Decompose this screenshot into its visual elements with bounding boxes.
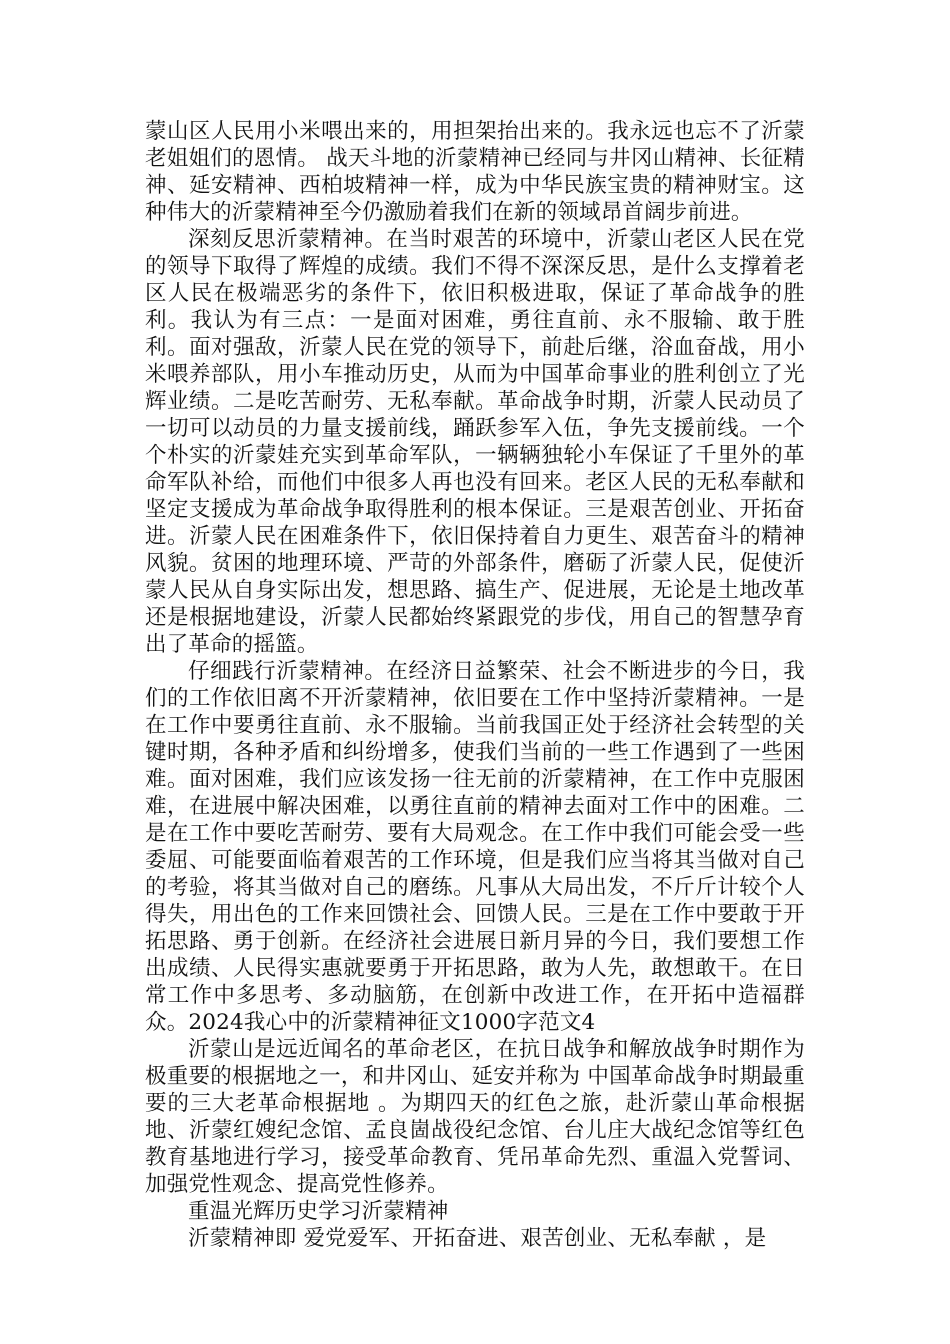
paragraph-4: 沂蒙山是远近闻名的革命老区，在抗日战争和解放战争时期作为极重要的根据地之一，和井冈山、延安并称为 中国革命战争时期最重要的三大老革命根据地 。为期四天的红色之旅，赴沂蒙山革命根据地、沂蒙红嫂纪念馆、孟良崮战役纪念馆、台儿庄大战纪念馆等红色教育基地进行学习，接受革命教育、凭吊革命先烈、重温入党誓词、加强党性观念、提高党性修养。 <box>145 1037 805 1197</box>
paragraph-2: 深刻反思沂蒙精神。在当时艰苦的环境中，沂蒙山老区人民在党的领导下取得了辉煌的成绩。我们不得不深深反思，是什么支撑着老区人民在极端恶劣的条件下，依旧积极进取，保证了革命战争的胜利。我认为有三点：一是面对困难，勇往直前、永不服输、敢于胜利。面对强敌，沂蒙人民在党的领导下，前赴后继，浴血奋战，用小米喂养部队，用小车推动历史，从而为中国革命事业的胜利创立了光辉业绩。二是吃苦耐劳、无私奉献。革命战争时期，沂蒙人民动员了一切可以动员的力量支援前线，踊跃参军入伍，争先支援前线。一个个朴实的沂蒙娃充实到革命军队，一辆辆独轮小车保证了千里外的革命军队补给，而他们中很多人再也没有回来。老区人民的无私奉献和坚定支援成为革命战争取得胜利的根本保证。三是艰苦创业、开拓奋进。沂蒙人民在困难条件下，依旧保持着自力更生、艰苦奋斗的精神风貌。贫困的地理环境、严苛的外部条件，磨砺了沂蒙人民，促使沂蒙人民从自身实际出发，想思路、搞生产、促进展，无论是土地改革还是根据地建设，沂蒙人民都始终紧跟党的步伐，用自己的智慧孕育出了革命的摇篮。 <box>145 227 805 657</box>
section-heading: 重温光辉历史学习沂蒙精神 <box>188 1199 449 1224</box>
paragraph-5: 沂蒙精神即 爱党爱军、开拓奋进、艰苦创业、无私奉献 ，是 <box>188 1226 767 1251</box>
paragraph-3: 仔细践行沂蒙精神。在经济日益繁荣、社会不断进步的今日，我们的工作依旧离不开沂蒙精神，依旧要在工作中坚持沂蒙精神。一是在工作中要勇往直前、永不服输。当前我国正处于经济社会转型的关键时期，各种矛盾和纠纷增多，使我们当前的一些工作遇到了一些困难。面对困难，我们应该发扬一往无前的沂蒙精神，在工作中克服困难，在进展中解决困难，以勇往直前的精神去面对工作中的困难。二是在工作中要吃苦耐劳、要有大局观念。在工作中我们可能会受一些委屈、可能要面临着艰苦的工作环境，但是我们应当将其当做对自己的考验，将其当做对自己的磨练。凡事从大局出发，不斤斤计较个人得失，用出色的工作来回馈社会、回馈人民。三是在工作中要敢于开拓思路、勇于创新。在经济社会进展日新月异的今日，我们要想工作出成绩、人民得实惠就要勇于开拓思路，敢为人先，敢想敢干。在日常工作中多思考、多动脑筋，在创新中改进工作，在开拓中造福群众。2024我心中的沂蒙精神征文1000字范文4 <box>145 659 805 1035</box>
document-body <box>145 118 805 1252</box>
paragraph-1: 蒙山区人民用小米喂出来的，用担架抬出来的。我永远也忘不了沂蒙老姐姐们的恩情。 战天斗地的沂蒙精神已经同与井冈山精神、长征精神、延安精神、西柏坡精神一样，成为中华民族宝贵的精神财宝。这种伟大的沂蒙精神至今仍激励着我们在新的领域昂首阔步前进。 <box>145 119 805 225</box>
